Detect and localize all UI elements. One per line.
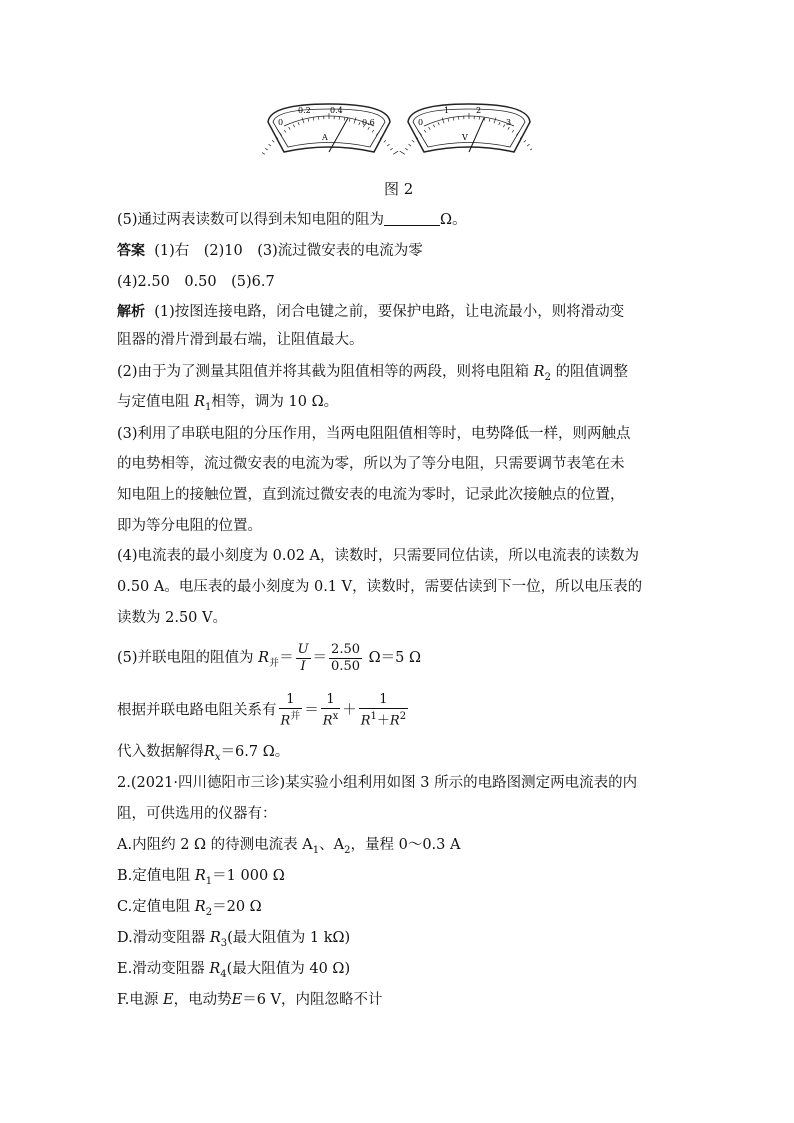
dial-tick <box>359 122 360 125</box>
var-r: R <box>209 930 221 946</box>
dial-tick <box>508 127 510 130</box>
sub: 3 <box>220 937 228 949</box>
analysis-line-1 <box>117 302 624 322</box>
option-e <box>117 959 350 985</box>
dial-tick <box>516 131 520 136</box>
dial-tick <box>284 130 286 132</box>
voltmeter-tick-1: 1 <box>444 106 450 115</box>
answer-line-1 <box>117 241 423 261</box>
dial-tick <box>489 119 490 122</box>
analysis-p1b: 阻器的滑片滑到最右端，让阻值最大。 <box>117 332 364 348</box>
ammeter-tick-1: 0.2 <box>298 106 311 115</box>
var-r: R <box>209 961 221 977</box>
analysis-p3d: 即为等分电阻的位置。 <box>117 518 262 534</box>
voltmeter-tick-3: 3 <box>506 118 512 127</box>
option-b-text: B.定值电阻 <box>117 868 191 884</box>
question-5-text: (5)通过两表读数可以得到未知电阻的阻为 <box>117 212 385 228</box>
voltmeter-unit: V <box>462 133 468 142</box>
numerator: 1 <box>279 692 303 709</box>
dial-tick <box>400 151 405 154</box>
equals: ＝ <box>304 702 319 719</box>
sub: 1 <box>205 401 212 413</box>
fraction-1-over-rpar <box>279 692 303 729</box>
option-d-text: D.滑动变阻器 <box>117 930 206 946</box>
analysis-p5-tail: Ω＝5 Ω <box>368 650 421 666</box>
dial-tick <box>372 130 374 132</box>
option-c-value: ＝20 Ω <box>212 899 262 915</box>
dial-tick <box>438 122 439 125</box>
dial-tick <box>494 118 496 124</box>
option-f-mid: ，电动势 <box>173 992 232 1008</box>
analysis-p2b <box>117 392 338 418</box>
dial-tick <box>387 144 389 146</box>
sub: 1 <box>205 875 213 887</box>
q2-line-1: 2.(2021·四川德阳市三诊)某实验小组利用如图 3 所示的电路图测定两电流表的内 <box>117 775 638 791</box>
sub: 2 <box>205 906 213 918</box>
dial-tick <box>293 125 294 128</box>
analysis-p1a: (1)按图连接电路，闭合电键之前，要保护电路，让电流最小，则将滑动变 <box>154 304 625 320</box>
numerator: U <box>297 641 309 657</box>
sub: 4 <box>220 968 227 980</box>
var-r: R <box>204 744 215 760</box>
analysis-p2b-pre: 与定值电阻 <box>117 394 190 410</box>
dial-tick <box>405 148 407 150</box>
analysis-p7-post: ＝6.7 Ω。 <box>220 744 290 760</box>
dial-tick <box>298 122 299 125</box>
var-r: R <box>194 899 206 915</box>
dial-tick <box>453 118 454 121</box>
ammeter-dial <box>262 104 398 154</box>
option-c-text: C.定值电阻 <box>117 899 191 915</box>
answer-blank <box>384 211 440 226</box>
analysis-label: 解析 <box>117 304 145 320</box>
question-5-unit: Ω。 <box>440 212 467 228</box>
dial-tick <box>265 148 267 150</box>
dial-tick <box>424 130 426 132</box>
dial-tick <box>384 140 386 142</box>
sup: 并 <box>290 711 301 722</box>
analysis-p6-pre: 根据并联电路电阻关系有 <box>117 702 277 719</box>
option-b-value: ＝1 000 Ω <box>212 868 285 884</box>
sub: 1 <box>312 844 320 856</box>
plus: ＋ <box>342 702 357 719</box>
option-a-mid: 、A <box>319 837 345 853</box>
option-d <box>117 928 350 954</box>
dial-tick <box>433 125 434 128</box>
var-r: R <box>280 713 291 729</box>
dial-tick <box>448 119 449 122</box>
analysis-p2a-post: 的阻值调整 <box>555 364 629 380</box>
answer-line-2: (4)2.50 0.50 (5)6.7 <box>117 274 275 290</box>
denominator: I <box>300 658 306 674</box>
equals: ＝ <box>312 650 328 666</box>
option-f-text: F.电源 <box>117 992 159 1008</box>
dial-tick <box>313 118 314 121</box>
plus: ＋ <box>376 713 390 729</box>
q2-line-2: 阻，可供选用的仪器有： <box>117 806 277 822</box>
sup: x <box>332 711 339 722</box>
equals: ＝ <box>279 650 294 666</box>
dial-tick <box>278 131 282 136</box>
analysis-p3b: 的电势相等，流过微安表的电流为零，所以为了等分电阻，只需要调节表笔在未 <box>117 456 625 472</box>
var-e: E <box>231 992 243 1008</box>
fraction-values <box>329 642 362 675</box>
fraction-u-over-i <box>296 642 311 675</box>
analysis-p7 <box>117 742 289 768</box>
dial-tick <box>503 125 504 128</box>
dial-tick <box>368 127 370 130</box>
option-f <box>117 990 383 1010</box>
dial-tick <box>376 131 380 136</box>
voltmeter-dial <box>400 104 532 154</box>
option-f-value: ＝6 V，内阻忽略不计 <box>242 992 383 1008</box>
option-b <box>117 866 285 892</box>
dial-tick <box>390 148 392 150</box>
dial-tick <box>429 127 431 130</box>
dial-tick <box>344 118 345 121</box>
analysis-p3a: (3)利用了串联电阻的分压作用，当两电阻阻值相等时，电势降低一样，则两触点 <box>117 426 631 442</box>
var-r: R <box>322 713 333 729</box>
sup: 2 <box>399 711 407 722</box>
dial-tick <box>412 140 414 142</box>
ammeter-tick-0: 0 <box>278 118 284 127</box>
dial-tick <box>484 118 485 121</box>
option-c <box>117 897 262 923</box>
dial-tick <box>302 118 304 124</box>
analysis-p5 <box>117 640 421 682</box>
dial-tick <box>527 144 529 146</box>
dial-tick <box>524 140 526 142</box>
answer-text-1: (1)右 (2)10 (3)流过微安表的电流为零 <box>154 243 423 259</box>
dial-tick <box>289 127 291 130</box>
fraction-1-over-r1r2 <box>359 692 408 729</box>
var-e: E <box>163 992 174 1008</box>
var-r: R <box>194 394 206 410</box>
sub: 2 <box>544 371 551 383</box>
analysis-p6 <box>117 692 410 729</box>
var-r: R <box>389 713 400 729</box>
dial-tick <box>354 118 356 124</box>
analysis-p7-pre: 代入数据解得 <box>117 744 204 760</box>
dial-tick <box>442 118 444 124</box>
dial-tick <box>499 122 500 125</box>
voltmeter-tick-2: 2 <box>476 106 482 115</box>
dial-tick <box>272 140 274 142</box>
sub: 并 <box>269 657 280 669</box>
ammeter-tick-3: 0.6 <box>362 118 375 127</box>
analysis-p4a: (4)电流表的最小刻度为 0.02 A，读数时，只需要同位估读，所以电流表的读数为 <box>117 548 640 564</box>
ammeter-unit: A <box>322 133 328 142</box>
meters-figure <box>262 100 532 162</box>
question-5 <box>117 210 467 230</box>
option-a-tail: ，量程 0～0.3 A <box>350 837 461 853</box>
sub: x <box>214 751 221 763</box>
dial-tick <box>308 119 309 122</box>
denominator: 0.50 <box>331 658 360 674</box>
var-r: R <box>194 868 206 884</box>
numerator: 2.50 <box>331 641 360 657</box>
option-e-value: (最大阻值为 40 Ω) <box>226 961 351 977</box>
var-r: R <box>258 650 270 666</box>
ammeter-tick-2: 0.4 <box>330 106 343 115</box>
var-r: R <box>533 364 545 380</box>
fraction-1-over-rx <box>321 692 340 729</box>
dial-tick <box>393 151 398 154</box>
analysis-p4b: 0.50 A。电压表的最小刻度为 0.1 V，读数时，需要估读到下一位，所以电压表的 <box>117 579 643 595</box>
dial-tick <box>349 119 350 122</box>
var-r: R <box>360 713 371 729</box>
analysis-p4c: 读数为 2.50 V。 <box>117 610 227 626</box>
dial-tick <box>262 151 265 154</box>
option-e-text: E.滑动变阻器 <box>117 961 205 977</box>
option-d-value: (最大阻值为 1 kΩ) <box>227 930 351 946</box>
option-a-text: A.内阻约 2 Ω 的待测电流表 A <box>117 837 313 853</box>
dial-tick <box>530 148 532 150</box>
numerator: 1 <box>359 692 408 709</box>
option-a <box>117 835 460 861</box>
analysis-p3c: 知电阻上的接触位置，直到流过微安表的电流为零时，记录此次接触点的位置， <box>117 487 625 503</box>
answer-label: 答案 <box>117 243 145 259</box>
dial-tick <box>512 130 514 132</box>
voltmeter-tick-0: 0 <box>418 118 424 127</box>
figure-caption: 图 2 <box>384 180 414 198</box>
dial-tick <box>269 144 271 146</box>
analysis-p2a-pre: (2)由于为了测量其阻值并将其截为阻值相等的两段，则将电阻箱 <box>117 364 530 380</box>
dial-tick <box>418 131 422 136</box>
analysis-p2a <box>117 362 628 388</box>
numerator: 1 <box>321 692 340 709</box>
sub: 2 <box>344 844 351 856</box>
dial-tick <box>409 144 411 146</box>
analysis-p5-pre: (5)并联电阻的阻值为 <box>117 650 254 666</box>
sup: 1 <box>370 711 377 722</box>
analysis-p2b-post: 相等，调为 10 Ω。 <box>211 394 339 410</box>
